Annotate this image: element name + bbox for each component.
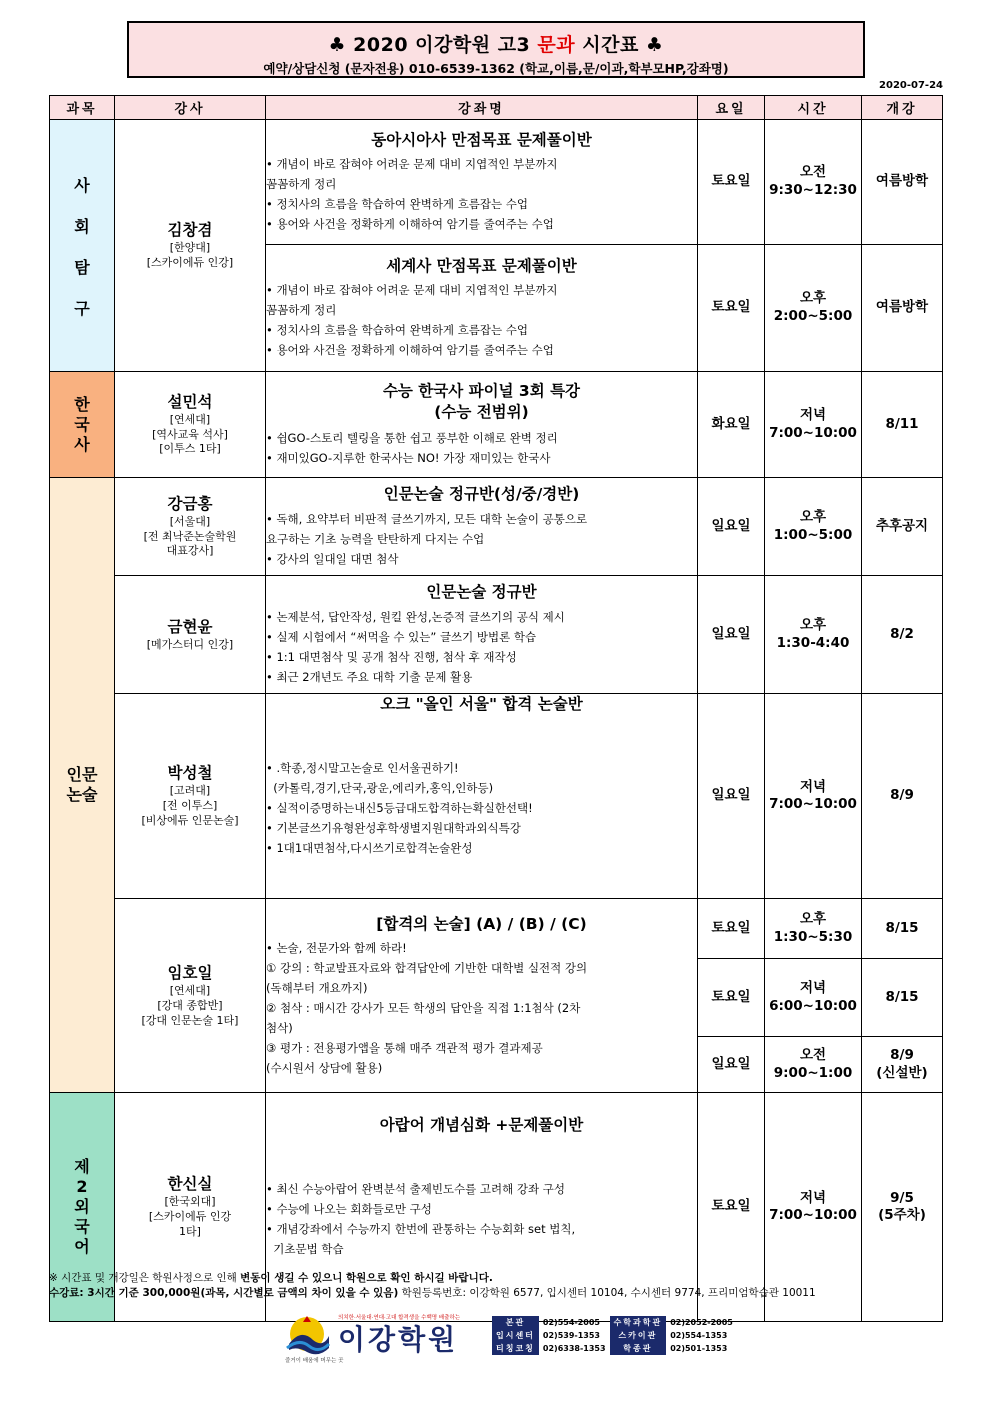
branch-contacts: [492, 1316, 737, 1355]
day-cell: 일요일: [698, 1037, 765, 1093]
col-day: 요일: [698, 96, 765, 120]
branch-name: 학종관: [610, 1342, 667, 1355]
branch-name: 본관: [492, 1316, 539, 1329]
teacher-han: 한신실 [한국외대] [스카이에듀 인강 1타]: [115, 1093, 266, 1322]
time-cell: 오후 1:30-4:40: [765, 576, 862, 694]
course-cell: 동아시아사 만점목표 문제풀이반 • 개념이 바로 잡혀야 어려운 문제 대비 지엽적인 부분까지 꼼꼼하게 정리 • 정치사의 흐름을 학습하여 완벽하게 흐름잡는 수업 • 용어와 사건을 정확하게 이해하여 암기를 줄여주는 수업: [266, 120, 698, 245]
day-cell: 일요일: [698, 576, 765, 694]
day-cell: 토요일: [698, 1093, 765, 1322]
open-cell: 8/2: [862, 576, 943, 694]
time-cell: 오후 1:00~5:00: [765, 478, 862, 576]
time-cell: 오전 9:00~1:00: [765, 1037, 862, 1093]
open-cell: 여름방학: [862, 245, 943, 372]
course-cell: 세계사 만점목표 문제풀이반 • 개념이 바로 잡혀야 어려운 문제 대비 지엽적인 부분까지 꼼꼼하게 정리 • 정치사의 흐름을 학습하여 완벽하게 흐름잡는 수업 • 용어와 사건을 정확하게 이해하여 암기를 줄여주는 수업: [266, 245, 698, 372]
teacher-kim: 김창겸 [한양대] [스카이에듀 인강]: [115, 120, 266, 372]
table-header-row: [50, 96, 943, 120]
logo-name: 이강학원: [338, 1323, 459, 1356]
branch-phone: 02)554-1353: [670, 1331, 728, 1340]
course-description: • 개념이 바로 잡혀야 어려운 문제 대비 지엽적인 부분까지 꼼꼼하게 정리 • 정치사의 흐름을 학습하여 완벽하게 흐름잡는 수업 • 용어와 사건을 정확하게 이해하여 암기를 줄여주는 수업: [266, 157, 558, 232]
subject-humanities-essay: 인문 논술: [50, 478, 115, 1093]
course-cell: 오크 "올인 서울" 합격 논술반 • .학종,정시말고논술로 인서울권하기! (카톨릭,경기,단국,광운,에리카,홍익,인하등) • 실적이증명하는내신5등급대도합격하는확실한선택! • 기본글쓰기유형완성후학생별지원대학과외식특강 • 1대1대면첨삭,다시쓰기로합격논술완성: [266, 694, 698, 899]
document-date: 2020-07-24: [879, 80, 943, 91]
table-row: [50, 899, 943, 959]
day-cell: 일요일: [698, 694, 765, 899]
open-cell: 8/9 (신설반): [862, 1037, 943, 1093]
course-cell: [합격의 논술] (A) / (B) / (C) • 논술, 전문가와 함께 하라! ① 강의 : 학교발표자료와 합격답안에 기반한 대학별 실전적 강의 (독해부터 개요까지) ② 첨삭 : 매시간 강사가 모든 학생의 답안을 직접 1:1첨삭 (2차 첨삭) ③ 평가 : 전용평가앱을 통해 매주 객관적 평가 결과제공 (수시원서 상담에 활용): [266, 899, 698, 1093]
branch-name: 티칭코칭: [492, 1342, 539, 1355]
open-cell: 9/5 (5주차): [862, 1093, 943, 1322]
course-cell: 아랍어 개념심화 +문제풀이반 • 최신 수능아랍어 완벽분석 출제빈도수를 고려해 강좌 구성 • 수능에 나오는 회화들로만 구성 • 개념강좌에서 수능까지 한번에 관통하는 수능회화 set 법칙, 기초문법 학습: [266, 1093, 698, 1322]
timetable: [49, 95, 943, 1322]
open-cell: 8/9: [862, 694, 943, 899]
course-cell: 인문논술 정규반 • 논제분석, 답안작성, 원킬 완성,논증적 글쓰기의 공식 제시 • 실제 시험에서 “써먹을 수 있는” 글쓰기 방법론 학습 • 1:1 대면첨삭 및 공개 첨삭 진행, 첨삭 후 재작성 • 최근 2개년도 주요 대학 기출 문제 활용: [266, 576, 698, 694]
teacher-geum: 금현윤 [메가스터디 인강]: [115, 576, 266, 694]
day-cell: 일요일: [698, 478, 765, 576]
time-cell: 저녁 6:00~10:00: [765, 959, 862, 1037]
course-description: • 쉽GO-스토리 텔링을 통한 쉽고 풍부한 이해로 완벽 정리 • 재미있GO-지루한 한국사는 NO! 가장 재미있는 한국사: [266, 430, 558, 465]
course-description: • 논술, 전문가와 함께 하라! ① 강의 : 학교발표자료와 합격답안에 기반한 대학별 실전적 강의 (독해부터 개요까지) ② 첨삭 : 매시간 강사가 모든 학생의 답안을 직접 1:1첨삭 (2차 첨삭) ③ 평가 : 전용평가앱을 통해 매주 객관적 평가 결과제공 (수시원서 상담에 활용): [266, 940, 588, 1075]
table-row: [50, 576, 943, 694]
table-row: [50, 478, 943, 576]
branch-name: 스카이관: [610, 1329, 667, 1342]
academy-logo: [283, 1312, 733, 1364]
course-description: • 독해, 요약부터 비판적 글쓰기까지, 모든 대학 논술이 공통으로 요구하는 기초 능력을 탄탄하게 다지는 수업 • 강사의 일대일 대면 첨삭: [266, 511, 588, 566]
teacher-kang: 강금홍 [서울대] [전 최낙준논술학원 대표강사]: [115, 478, 266, 576]
time-cell: 오후 2:00~5:00: [765, 245, 862, 372]
open-cell: 8/15: [862, 899, 943, 959]
title-highlight: 문과: [537, 34, 576, 56]
time-cell: 저녁 7:00~10:00: [765, 1093, 862, 1322]
branch-phone: 02)539-1353: [542, 1331, 600, 1340]
branch-name: 수학과학관: [610, 1316, 667, 1329]
subject-social: 사 회 탐 구: [50, 120, 115, 372]
branch-phone: 02)2052-2005: [670, 1318, 733, 1327]
open-cell: 추후공지: [862, 478, 943, 576]
day-cell: 토요일: [698, 899, 765, 959]
col-teacher: 강사: [115, 96, 266, 120]
col-open: 개강: [862, 96, 943, 120]
time-cell: 오후 1:30~5:30: [765, 899, 862, 959]
branch-phone: 02)6338-1353: [542, 1344, 606, 1353]
page-title: ♣ 2020 이강학원 고3 문과 시간표 ♣: [328, 34, 664, 56]
open-cell: 여름방학: [862, 120, 943, 245]
logo-slogan: 의치한·서울대·연대·고대 합격생을 수백명 배출하는: [338, 1315, 461, 1321]
subject-korean-history: 한 국 사: [50, 372, 115, 478]
day-cell: 화요일: [698, 372, 765, 478]
open-cell: 8/15: [862, 959, 943, 1037]
time-cell: 저녁 7:00~10:00: [765, 694, 862, 899]
open-cell: 8/11: [862, 372, 943, 478]
logo-tagline: 즐거이 배움에 머무는 곳: [285, 1358, 344, 1364]
course-cell: 인문논술 정규반(성/중/경반) • 독해, 요약부터 비판적 글쓰기까지, 모든 대학 논술이 공통으로 요구하는 기초 능력을 탄탄하게 다지는 수업 • 강사의 일대일 대면 첨삭: [266, 478, 698, 576]
course-description: • .학종,정시말고논술로 인서울권하기! (카톨릭,경기,단국,광운,에리카,홍익,인하등) • 실적이증명하는내신5등급대도합격하는확실한선택! • 기본글쓰기유형완성후학생별지원대학과외식특강 • 1대1대면첨삭,다시쓰기로합격논술완성: [266, 761, 533, 856]
schedule-notice: ※ 시간표 및 개강일은 학원사정으로 인해 변동이 생길 수 있으니 학원으로 확인 하시길 바랍니다.: [49, 1272, 493, 1284]
course-description: • 논제분석, 답안작성, 원킬 완성,논증적 글쓰기의 공식 제시 • 실제 시험에서 “써먹을 수 있는” 글쓰기 방법론 학습 • 1:1 대면첨삭 및 공개 첨삭 진행, 첨삭 후 재작성 • 최근 2개년도 주요 대학 기출 문제 활용: [266, 609, 565, 684]
title-box: [127, 21, 865, 78]
day-cell: 토요일: [698, 120, 765, 245]
branch-name: 입시센터: [492, 1329, 539, 1342]
branch-phone: 02)554-2005: [542, 1318, 600, 1327]
course-cell: 수능 한국사 파이널 3회 특강 (수능 전범위) • 쉽GO-스토리 텔링을 통한 쉽고 풍부한 이해로 완벽 정리 • 재미있GO-지루한 한국사는 NO! 가장 재미있는 한국사: [266, 372, 698, 478]
fee-info: 수강료: 3시간 기준 300,000원(과목, 시간별로 금액의 차이 있을 수 있음) 학원등록번호: 이강학원 6577, 입시센터 10104, 수시센터 9774, 프리미엄학습관 10011: [49, 1287, 816, 1299]
subject-second-language: 제 2 외 국 어: [50, 1093, 115, 1322]
day-cell: 토요일: [698, 245, 765, 372]
branch-phone: 02)501-1353: [670, 1344, 728, 1353]
table-row: [50, 120, 943, 245]
time-cell: 오전 9:30~12:30: [765, 120, 862, 245]
contact-line: 예약/상담신청 (문자전용) 010-6539-1362 (학교,이름,문/이과,학부모HP,강좌명): [263, 61, 729, 76]
table-row: [50, 372, 943, 478]
col-course: 강좌명: [266, 96, 698, 120]
table-row: [50, 694, 943, 899]
course-description: • 개념이 바로 잡혀야 어려운 문제 대비 지엽적인 부분까지 꼼꼼하게 정리 • 정치사의 흐름을 학습하여 완벽하게 흐름잡는 수업 • 용어와 사건을 정확하게 이해하여 암기를 줄여주는 수업: [266, 283, 558, 358]
course-description: • 최신 수능아랍어 완벽분석 출제빈도수를 고려해 강좌 구성 • 수능에 나오는 회화들로만 구성 • 개념강좌에서 수능까지 한번에 관통하는 수능회화 set 법칙, 기초문법 학습: [266, 1182, 576, 1257]
col-subject: 과목: [50, 96, 115, 120]
teacher-seol: 설민석 [연세대] [역사교육 석사] [이투스 1타]: [115, 372, 266, 478]
time-cell: 저녁 7:00~10:00: [765, 372, 862, 478]
teacher-lim: 임호일 [연세대] [강대 종합반] [강대 인문논술 1타]: [115, 899, 266, 1093]
day-cell: 토요일: [698, 959, 765, 1037]
logo-emblem-icon: [283, 1314, 331, 1362]
col-time: 시간: [765, 96, 862, 120]
teacher-park: 박성철 [고려대] [전 이투스] [비상에듀 인문논술]: [115, 694, 266, 899]
